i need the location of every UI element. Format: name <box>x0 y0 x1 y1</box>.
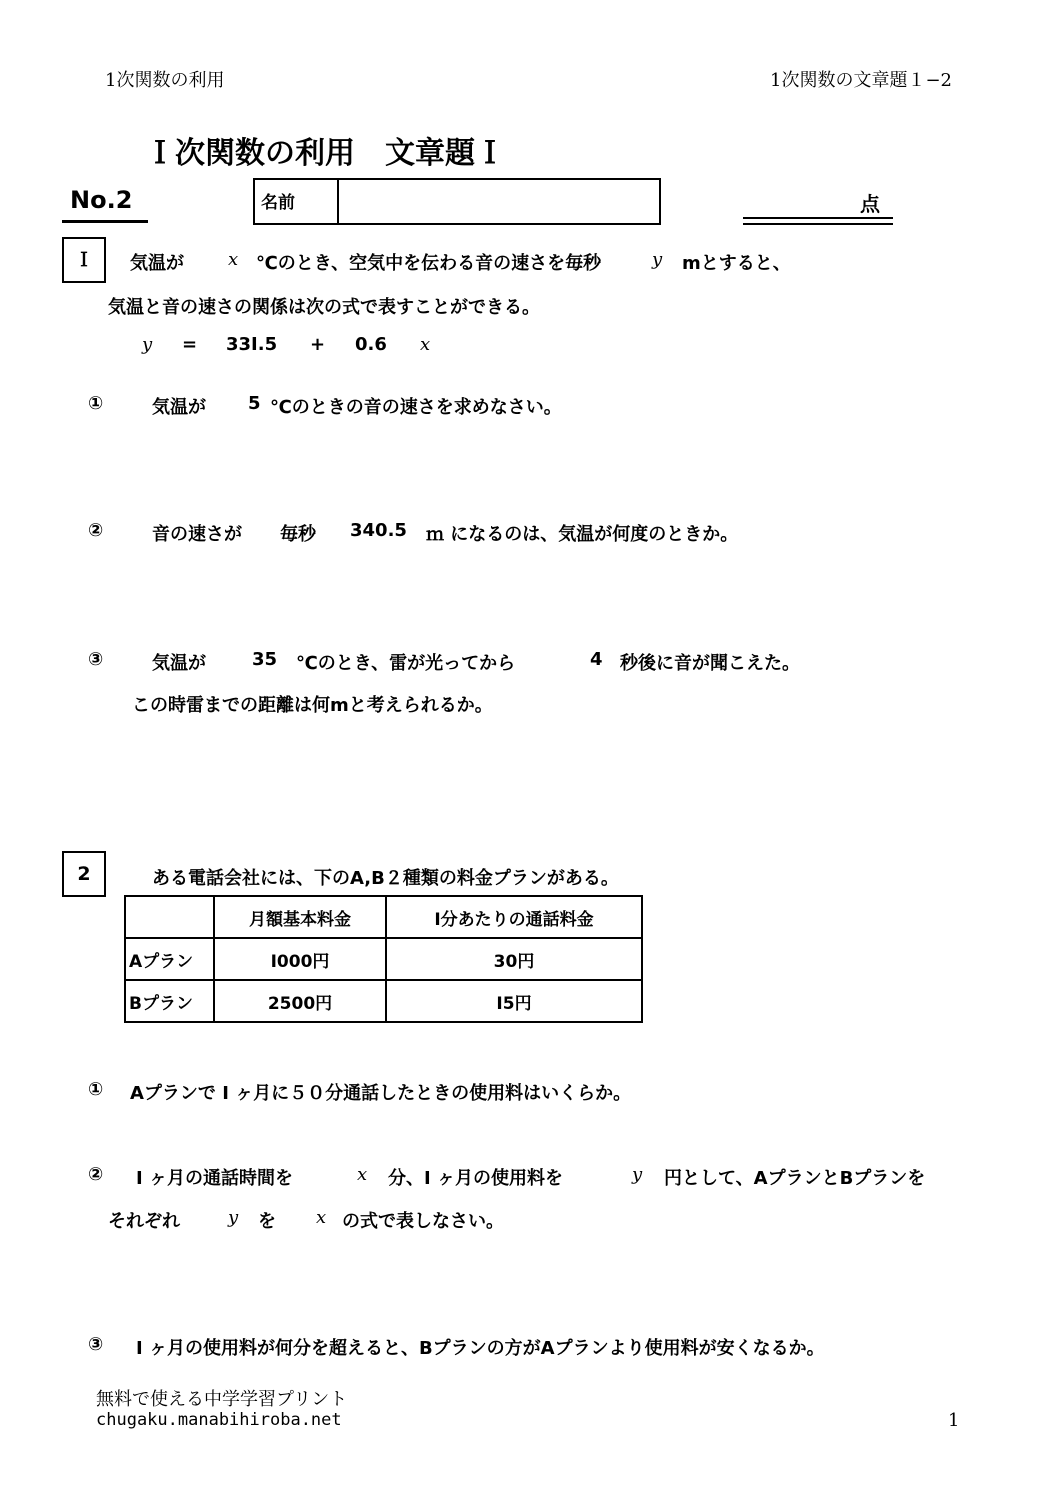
score-label: 点 <box>860 192 880 216</box>
formula-y: y <box>142 334 153 355</box>
s1-q2-c: ｍ になるのは、気温が何度のときか。 <box>426 524 739 545</box>
s1-q3-a: 気温が <box>152 653 206 674</box>
formula-plus: + <box>310 334 326 355</box>
table-cell: I000円 <box>214 938 386 980</box>
formula-b: 0.6 <box>355 334 387 355</box>
s2-q2-f: の式で表しなさい。 <box>342 1211 504 1232</box>
table-header-cell: 月額基本料金 <box>214 896 386 938</box>
header-right: 1次関数の文章題１−2 <box>770 70 952 91</box>
s1-q2-a: 音の速さが <box>152 524 242 545</box>
s1-var-x: x <box>228 249 239 270</box>
s2-q2-a: I ヶ月の通話時間を <box>136 1168 293 1189</box>
s1-q2-mark: ② <box>88 520 104 541</box>
formula-x: x <box>420 334 431 355</box>
score-line-bottom <box>743 223 893 225</box>
table-header-cell <box>125 896 214 938</box>
table-cell: 30円 <box>386 938 642 980</box>
s1-q3-b: ℃のとき、雷が光ってから <box>296 653 516 674</box>
s1-q1-a: 気温が <box>152 397 206 418</box>
s2-q2-y2: y <box>228 1207 239 1228</box>
s2-q2-y: y <box>632 1164 643 1185</box>
plan-table <box>124 895 643 1023</box>
score-line-top <box>743 217 893 219</box>
s2-q2-c: 円として、AプランとBプランを <box>664 1168 926 1189</box>
header-left: 1次関数の利用 <box>105 70 225 91</box>
s1-q1-b: ℃のときの音の速さを求めなさい。 <box>270 397 562 418</box>
s2-q2-x2: x <box>316 1207 327 1228</box>
s1-line1-a: 気温が <box>130 253 184 274</box>
sheet-number: No.2 <box>70 186 133 214</box>
s1-q2-val: 340.5 <box>350 520 407 541</box>
s1-var-y: y <box>652 249 663 270</box>
s2-q1-mark: ① <box>88 1079 104 1100</box>
table-cell: Aプラン <box>125 938 214 980</box>
s1-q3-mark: ③ <box>88 649 104 670</box>
name-field[interactable] <box>253 178 661 225</box>
s2-q2-mark: ② <box>88 1164 104 1185</box>
s1-line1-b: ℃のとき、空気中を伝わる音の速さを毎秒 <box>256 253 602 274</box>
page-number: 1 <box>948 1410 960 1431</box>
s1-q3-line2: この時雷までの距離は何mと考えられるか。 <box>132 695 493 716</box>
s1-line1-c: mとすると、 <box>682 253 791 274</box>
table-cell: I5円 <box>386 980 642 1022</box>
table-row <box>125 980 642 1022</box>
table-header-cell: I分あたりの通話料金 <box>386 896 642 938</box>
table-cell: Bプラン <box>125 980 214 1022</box>
footer-url[interactable]: chugaku.manabihiroba.net <box>96 1410 342 1430</box>
s2-q2-x: x <box>357 1164 368 1185</box>
s2-q2-e: を <box>258 1211 276 1232</box>
formula-eq: = <box>182 334 198 355</box>
table-cell: 2500円 <box>214 980 386 1022</box>
s2-intro: ある電話会社には、下のA,B２種類の料金プランがある。 <box>152 868 619 889</box>
sheet-number-underline <box>62 220 148 223</box>
s2-q3-mark: ③ <box>88 1334 104 1355</box>
s1-q1-mark: ① <box>88 393 104 414</box>
table-row <box>125 938 642 980</box>
formula-a: 33I.5 <box>226 334 278 355</box>
s1-q1-val: 5 <box>248 393 261 414</box>
table-header-row <box>125 896 642 938</box>
page-title: Ｉ次関数の利用 文章題Ｉ <box>145 136 505 171</box>
section-2-number: 2 <box>62 851 106 897</box>
s2-q2-d: それぞれ <box>108 1211 180 1232</box>
s2-q3-text: I ヶ月の使用料が何分を超えると、Bプランの方がAプランより使用料が安くなるか。 <box>136 1338 825 1359</box>
s1-q3-v2: 4 <box>590 649 603 670</box>
footer-title: 無料で使える中学学習プリント <box>96 1389 348 1410</box>
s2-q1-text: Aプランで I ヶ月に５０分通話したときの使用料はいくらか。 <box>130 1083 632 1104</box>
s1-line2: 気温と音の速さの関係は次の式で表すことができる。 <box>108 297 540 318</box>
name-label: 名前 <box>255 180 339 223</box>
s1-q2-b: 毎秒 <box>280 524 316 545</box>
s1-q3-c: 秒後に音が聞こえた。 <box>620 653 800 674</box>
s1-q3-v1: 35 <box>252 649 278 670</box>
section-1-number: Ｉ <box>62 237 106 283</box>
s2-q2-b: 分、I ヶ月の使用料を <box>388 1168 563 1189</box>
